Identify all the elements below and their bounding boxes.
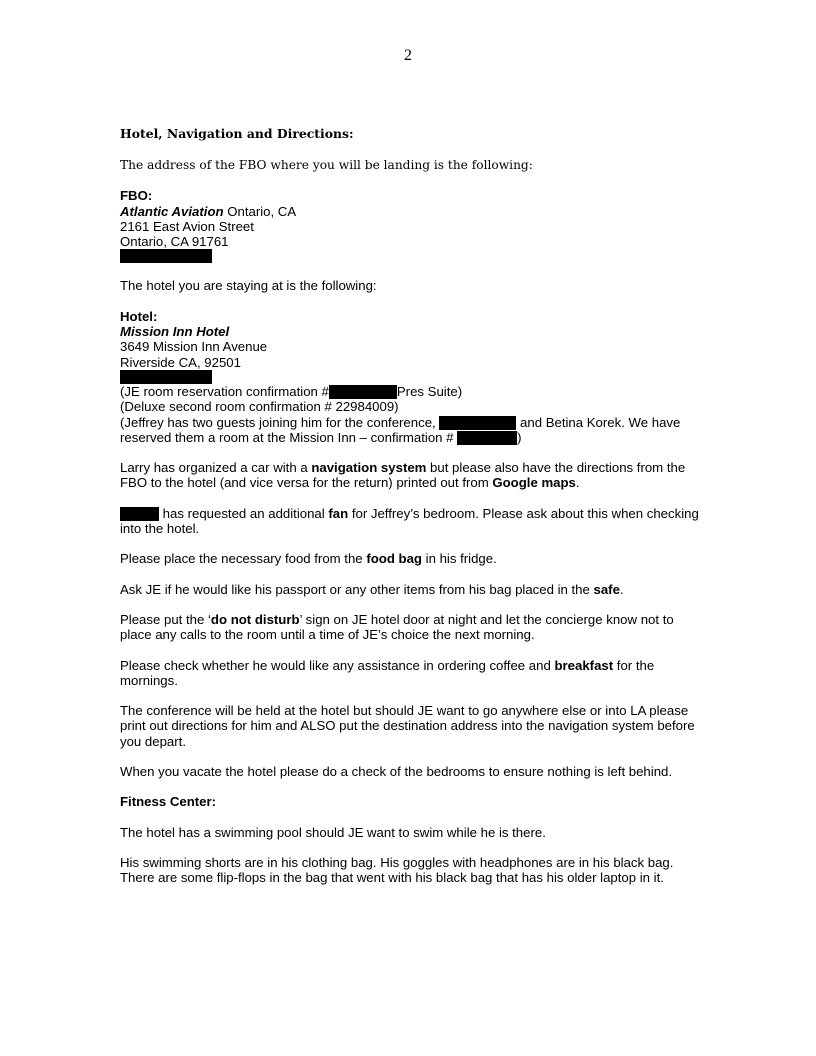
section-heading: Hotel, Navigation and Directions: xyxy=(120,126,354,141)
redaction-bar xyxy=(457,431,517,445)
swim-gear-paragraph: His swimming shorts are in his clothing bag. His goggles with headphones are in his black bag. There are some flip-flops in the bag that went with his black bag that has his older laptop in it. xyxy=(120,854,674,886)
guests-paragraph: (Jeffrey has two guests joining him for the conference, and Betina Korek. We have reserved them a room at the Mission Inn – confirmation # ) xyxy=(120,414,681,445)
redaction-bar xyxy=(120,507,159,521)
hotel-label: Hotel: xyxy=(120,308,158,324)
fan-paragraph: has requested an additional fan for Jeffrey’s bedroom. Please ask about this when checking into the hotel. xyxy=(120,505,699,537)
page-number: 2 xyxy=(404,47,412,64)
vacate-paragraph: When you vacate the hotel please do a check of the bedrooms to ensure nothing is left behind. xyxy=(120,764,673,780)
je-room-line: (JE room reservation confirmation # Pres Suite) xyxy=(120,383,463,399)
redaction-bar xyxy=(120,370,212,384)
hotel-street: 3649 Mission Inn Avenue xyxy=(120,339,268,355)
hotel-address-block xyxy=(120,309,700,445)
redaction-bar xyxy=(439,416,516,430)
document-body xyxy=(120,126,700,886)
fbo-street: 2161 East Avion Street xyxy=(120,218,254,234)
fbo-intro: The address of the FBO where you will be landing is the following: xyxy=(120,158,533,172)
redaction-bar xyxy=(120,249,212,263)
deluxe-room-line: (Deluxe second room confirmation # 22984009) xyxy=(120,399,399,415)
fbo-name: Atlantic Aviation xyxy=(120,203,224,219)
breakfast-paragraph: Please check whether he would like any assistance in ordering coffee and breakfast for the mornings. xyxy=(120,657,655,688)
conference-paragraph: The conference will be held at the hotel but should JE want to go anywhere else or into LA please print out directions for him and ALSO put the destination address into the navigation system before you depart. xyxy=(120,703,695,749)
fbo-label: FBO: xyxy=(120,188,153,204)
food-paragraph: Please place the necessary food from the food bag in his fridge. xyxy=(120,551,497,567)
hotel-name: Mission Inn Hotel xyxy=(120,324,230,340)
fbo-name-suffix: Ontario, CA xyxy=(223,203,297,219)
hotel-intro: The hotel you are staying at is the following: xyxy=(120,278,377,294)
safe-paragraph: Ask JE if he would like his passport or any other items from his bag placed in the safe. xyxy=(120,581,624,597)
fitness-heading: Fitness Center: xyxy=(120,794,216,810)
hotel-city: Riverside CA, 92501 xyxy=(120,354,241,370)
fbo-address-block xyxy=(120,188,700,263)
do-not-disturb-paragraph: Please put the ‘do not disturb’ sign on JE hotel door at night and let the concierge know not to place any calls to the room until a time of JE’s choice the next morning. xyxy=(120,611,674,643)
navigation-paragraph: Larry has organized a car with a navigation system but please also have the directions from the FBO to the hotel (and vice versa for the return) printed out from Google maps. xyxy=(120,460,686,491)
redaction-bar xyxy=(329,385,397,399)
fbo-city: Ontario, CA 91761 xyxy=(120,234,229,250)
pool-paragraph: The hotel has a swimming pool should JE want to swim while he is there. xyxy=(120,824,546,840)
